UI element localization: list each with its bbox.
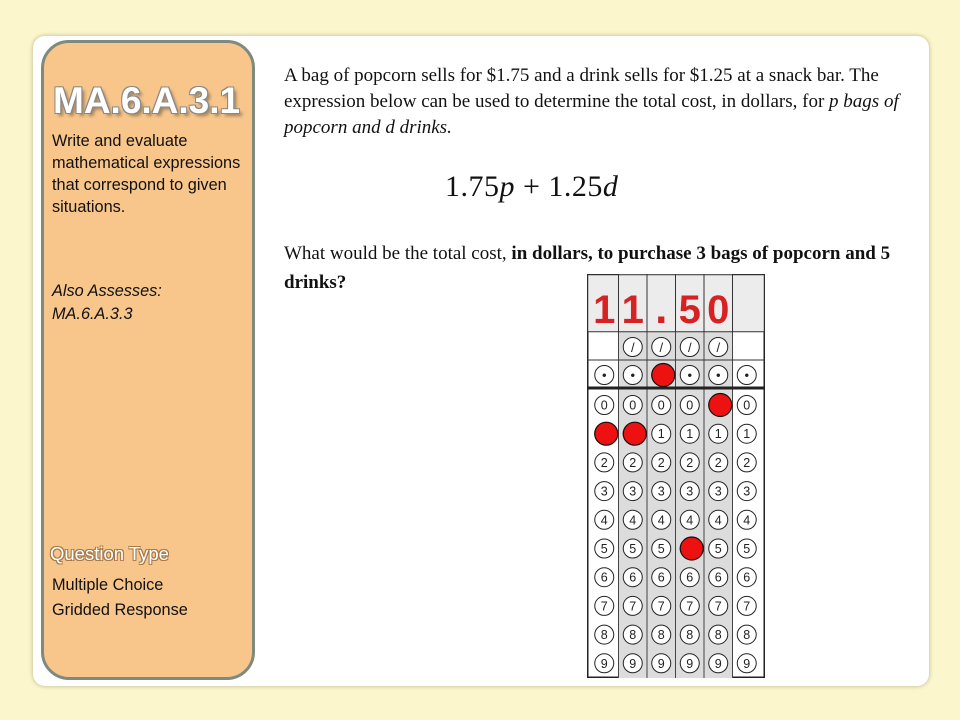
grid-column-shading: [619, 274, 648, 678]
digit-label: 6: [686, 570, 694, 585]
digit-label: 9: [714, 656, 722, 671]
digit-label: 0: [629, 398, 637, 413]
digit-label: 8: [714, 628, 722, 643]
digit-label: 4: [629, 513, 637, 528]
digit-label: 3: [743, 484, 751, 499]
digit-label: 2: [714, 455, 722, 470]
digit-label: 6: [629, 570, 637, 585]
digit-label: 0: [743, 398, 751, 413]
digit-label: 7: [686, 599, 694, 614]
digit-label: 9: [629, 656, 637, 671]
grid-column-shading: [647, 274, 676, 678]
expression-variable-d: d: [602, 170, 619, 203]
digit-label: 0: [686, 398, 694, 413]
answer-character: 1: [593, 288, 616, 332]
standard-description: Write and evaluate mathematical expressions that correspond to given situations.: [52, 132, 241, 216]
digit-label: 2: [657, 455, 665, 470]
question-type-heading: Question Type: [50, 543, 169, 564]
answer-marker: [623, 422, 646, 445]
expression-variable-p: p: [499, 170, 515, 203]
question-italic-text: p bags of popcorn and d drinks.: [284, 91, 899, 138]
digit-label: 9: [686, 656, 694, 671]
prompt-plain-text: What would be the total cost,: [284, 243, 512, 264]
digit-label: 1: [743, 427, 751, 442]
answer-marker: [709, 394, 732, 417]
answer-marker: [652, 364, 675, 387]
digit-label: 8: [743, 628, 751, 643]
answer-character: 0: [707, 288, 730, 332]
digit-label: 4: [657, 513, 665, 528]
digit-label: 5: [714, 542, 722, 556]
cost-expression: [445, 170, 618, 204]
digit-label: 8: [686, 628, 694, 643]
slash-symbol: /: [687, 340, 692, 355]
digit-label: 7: [714, 599, 722, 614]
digit-label: 3: [629, 484, 637, 499]
digit-label: 1: [657, 427, 665, 442]
decimal-symbol: •: [687, 367, 693, 383]
expression-coefficient-1: 1.75: [445, 170, 500, 203]
digit-label: 8: [629, 628, 637, 643]
digit-label: 7: [657, 599, 665, 614]
digit-label: 2: [600, 455, 608, 470]
decimal-symbol: •: [630, 367, 636, 383]
digit-label: 0: [657, 398, 665, 413]
question-type-gridded-response: Gridded Response: [52, 601, 188, 619]
question-type-multiple-choice: Multiple Choice: [52, 576, 164, 594]
answer-marker: [595, 422, 618, 445]
digit-label: 2: [743, 455, 751, 470]
digit-label: 4: [686, 513, 694, 528]
digit-label: 9: [600, 656, 608, 671]
also-assesses-code: MA.6.A.3.3: [52, 305, 133, 323]
answer-character: 5: [678, 288, 701, 332]
digit-label: 4: [743, 513, 751, 528]
digit-label: 3: [714, 484, 722, 499]
digit-label: 9: [743, 656, 751, 671]
digit-label: 5: [657, 542, 665, 556]
digit-label: 6: [600, 570, 608, 585]
digit-label: 6: [714, 570, 722, 585]
grid-column-shading: [676, 274, 705, 678]
decimal-symbol: •: [715, 367, 721, 383]
digit-label: 6: [743, 570, 751, 585]
digit-label: 9: [657, 656, 665, 671]
answer-character: 1: [621, 288, 644, 332]
digit-label: 8: [657, 628, 665, 643]
question-plain-text: A bag of popcorn sells for $1.75 and a drink sells for $1.25 at a snack bar. The expression below can be used to determine the total cost, in dollars, for: [284, 65, 879, 112]
expression-operator: +: [515, 170, 549, 203]
digit-label: 7: [743, 599, 751, 614]
digit-label: 4: [600, 513, 608, 528]
slash-symbol: /: [659, 340, 664, 355]
expression-coefficient-2: 1.25: [548, 170, 603, 203]
standard-code: MA.6.A.3.1: [53, 80, 241, 121]
digit-label: 3: [657, 484, 665, 499]
gridded-response-grid: [587, 274, 765, 678]
digit-label: 5: [600, 542, 608, 556]
digit-label: 8: [600, 628, 608, 643]
prompt-bold-text: in dollars, to purchase 3 bags of popcorn and 5 drinks?: [284, 243, 891, 293]
digit-label: 0: [600, 398, 608, 413]
digit-label: 6: [657, 570, 665, 585]
digit-label: 5: [629, 542, 637, 556]
slash-symbol: /: [630, 340, 635, 355]
digit-label: 2: [629, 455, 637, 470]
digit-label: 7: [600, 599, 608, 614]
digit-label: 7: [629, 599, 637, 614]
digit-label: 4: [714, 513, 722, 528]
digit-label: 3: [686, 484, 694, 499]
digit-label: 1: [686, 427, 694, 442]
decimal-symbol: •: [744, 367, 750, 383]
digit-label: 5: [743, 542, 751, 556]
decimal-symbol: •: [601, 367, 607, 383]
digit-label: 3: [600, 484, 608, 499]
grid-column-shading: [704, 274, 733, 678]
also-assesses-label: Also Assesses:: [52, 282, 162, 300]
digit-label: 1: [714, 427, 722, 442]
answer-character: .: [655, 284, 668, 333]
digit-label: 2: [686, 455, 694, 470]
answer-marker: [680, 537, 703, 560]
question-text: [284, 63, 909, 141]
slash-symbol: /: [716, 340, 721, 355]
